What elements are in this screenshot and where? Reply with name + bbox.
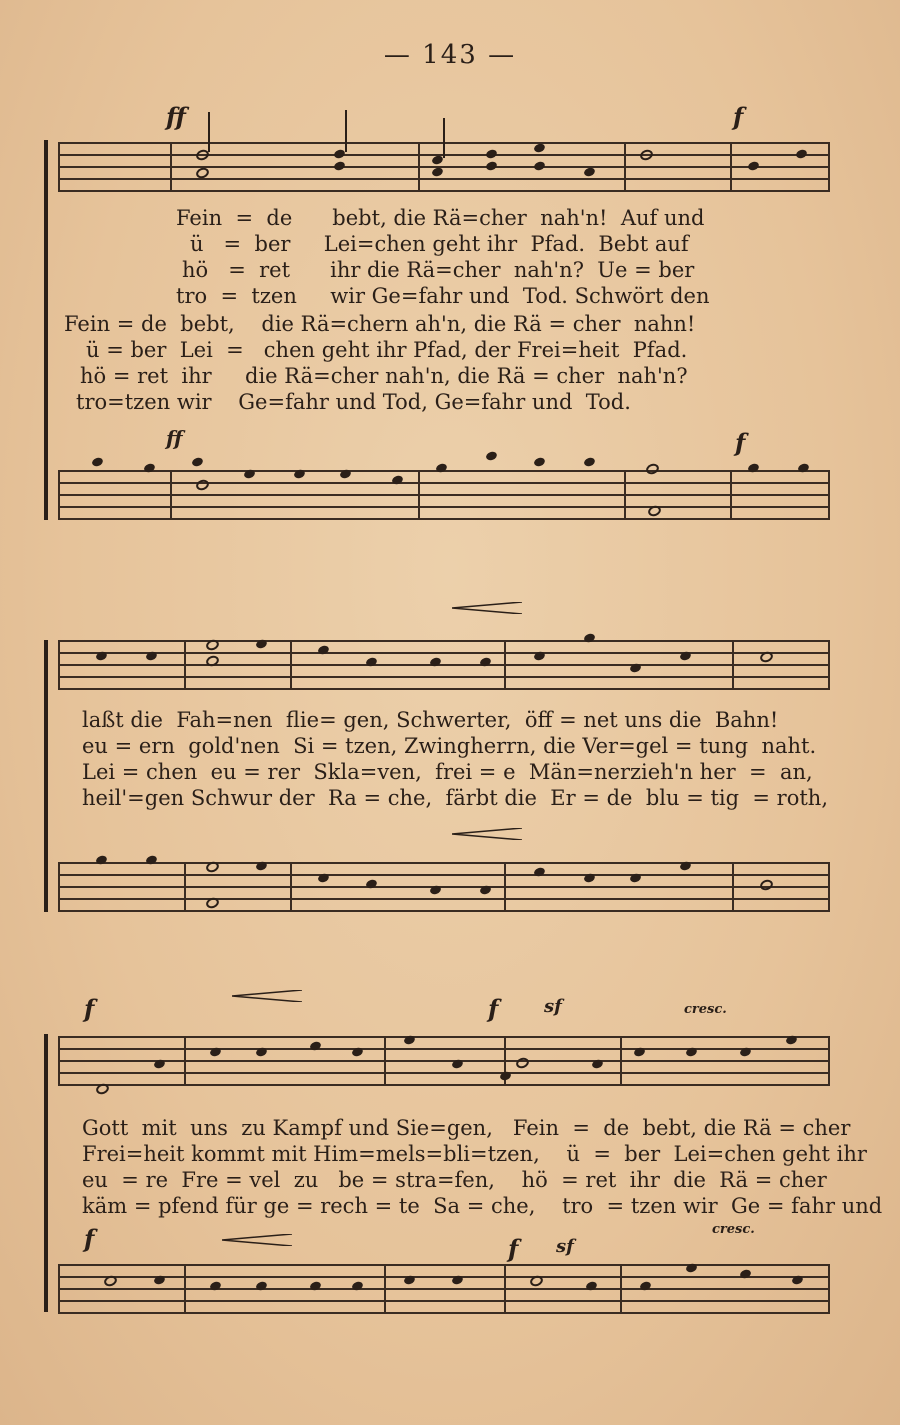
upper-staff — [58, 1036, 830, 1084]
dynamic-marking: f — [488, 994, 499, 1023]
lyric-line: Gott mit uns zu Kampf und Sie=gen, Fein = de bebt, die Rä = cher — [82, 1116, 851, 1140]
system-bracket — [44, 1034, 58, 1312]
note-head — [191, 456, 204, 467]
lyric-line: Lei = chen eu = rer Skla=ven, frei = e Män=nerzieh'n her = an, — [82, 760, 813, 784]
crescendo-hairpin — [452, 602, 522, 614]
lower-staff — [58, 862, 830, 910]
dynamic-marking: cresc. — [712, 1222, 755, 1237]
dynamic-marking: cresc. — [684, 1002, 727, 1017]
crescendo-hairpin — [222, 1234, 292, 1246]
lyric-line: eu = re Fre = vel zu be = stra=fen, hö = ret ihr die Rä = cher — [82, 1168, 827, 1192]
note-head — [583, 456, 596, 467]
lyric-line: käm = pfend für ge = rech = te Sa = che, tro = tzen wir Ge = fahr und — [82, 1194, 883, 1218]
lyric-line: Fein = de bebt, die Rä=cher nah'n! Auf und — [176, 206, 705, 230]
note-head — [485, 450, 498, 461]
system-bracket — [44, 140, 58, 520]
dynamic-marking: f — [733, 102, 744, 131]
lyric-line: laßt die Fah=nen flie= gen, Schwerter, öff = net uns die Bahn! — [82, 708, 779, 732]
lyric-line: ü = ber Lei=chen geht ihr Pfad. Bebt auf — [190, 232, 689, 256]
lyric-line: Frei=heit kommt mit Him=mels=bli=tzen, ü = ber Lei=chen geht ihr — [82, 1142, 867, 1166]
system-bracket — [44, 640, 58, 912]
lyric-line: ü = ber Lei = chen geht ihr Pfad, der Frei=heit Pfad. — [86, 338, 688, 362]
upper-staff — [58, 640, 830, 688]
dynamic-marking: ff — [166, 102, 186, 131]
note-head — [533, 456, 546, 467]
lower-staff — [58, 1264, 830, 1312]
crescendo-hairpin — [452, 828, 522, 840]
dynamic-marking: f — [84, 994, 95, 1023]
lyric-line: eu = ern gold'nen Si = tzen, Zwingherrn, die Ver=gel = tung naht. — [82, 734, 817, 758]
dynamic-marking: ff — [166, 426, 183, 450]
dynamic-marking: f — [84, 1224, 95, 1253]
crescendo-hairpin — [232, 990, 302, 1002]
lyric-line: tro = tzen wir Ge=fahr und Tod. Schwört den — [176, 284, 710, 308]
dynamic-marking: f — [508, 1234, 519, 1263]
lyric-line: hö = ret ihr die Rä=cher nah'n, die Rä = cher nah'n? — [80, 364, 688, 388]
dynamic-marking: sf — [544, 996, 562, 1017]
lyric-line: heil'=gen Schwur der Ra = che, färbt die Er = de blu = tig = roth, — [82, 786, 829, 810]
dynamic-marking: sf — [556, 1236, 574, 1257]
lower-staff — [58, 470, 830, 518]
lyric-line: hö = ret ihr die Rä=cher nah'n? Ue = ber — [182, 258, 695, 282]
dynamic-marking: f — [735, 428, 746, 457]
lyric-line: Fein = de bebt, die Rä=chern ah'n, die Rä = cher nahn! — [64, 312, 696, 336]
page-number: — 143 — — [383, 40, 517, 70]
note-head — [91, 456, 104, 467]
lyric-line: tro=tzen wir Ge=fahr und Tod, Ge=fahr und Tod. — [76, 390, 631, 414]
